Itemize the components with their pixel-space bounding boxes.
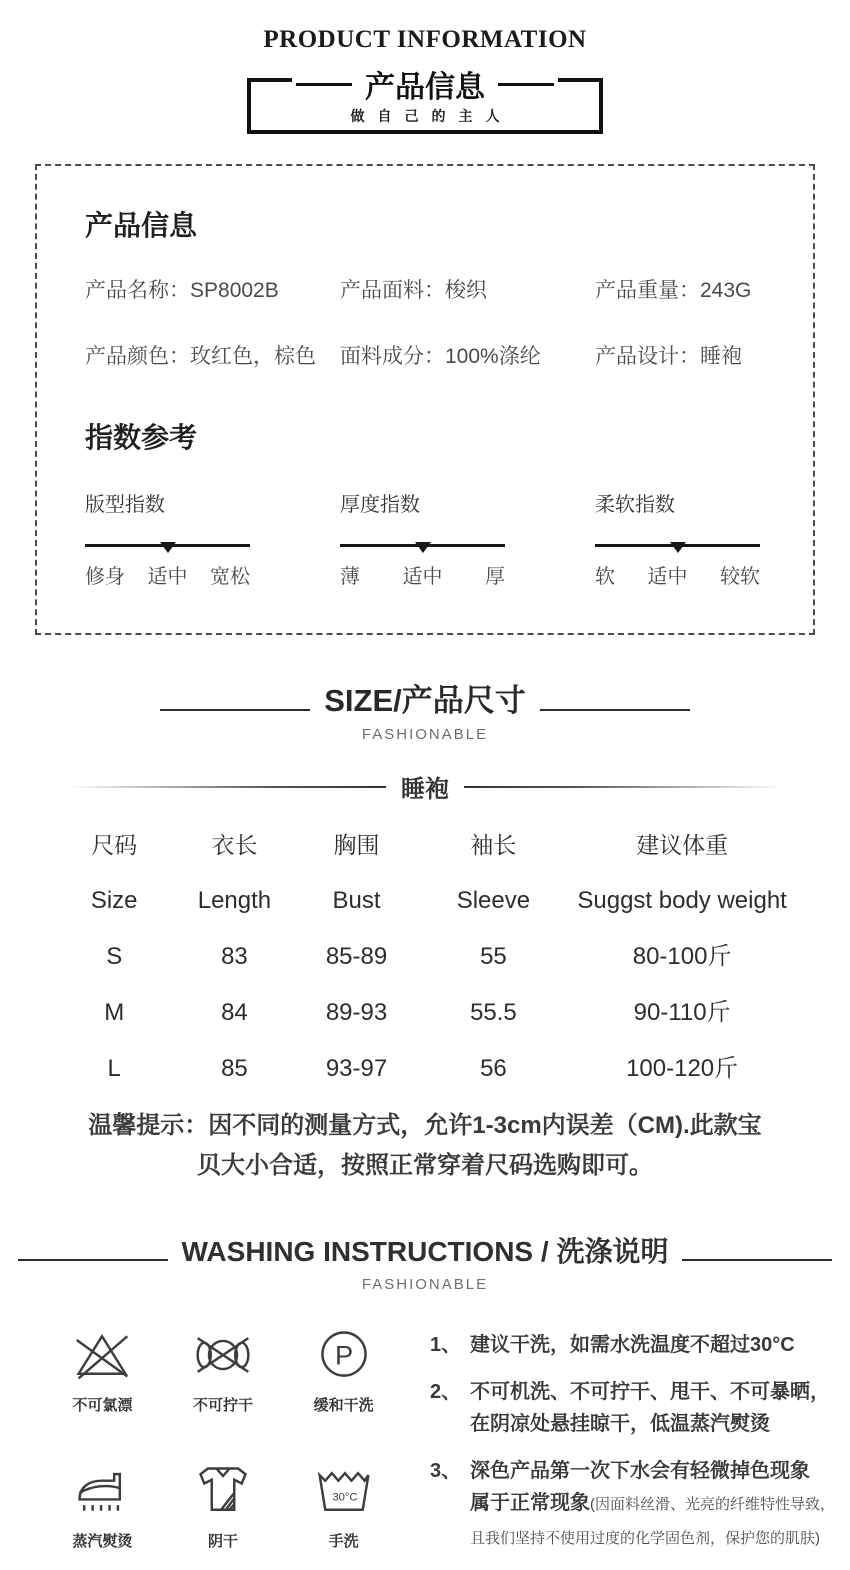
field-value: 100%涤纶	[445, 345, 541, 368]
slider-option: 厚	[485, 560, 505, 589]
slider-option: 适中	[148, 560, 188, 589]
washing-notes	[404, 1325, 842, 1570]
title-right-line	[682, 1259, 832, 1261]
product-info-panel	[35, 164, 815, 635]
slider-title: 版型指数	[85, 488, 250, 517]
title-left-line	[18, 1259, 168, 1261]
care-item-no-wring	[163, 1325, 284, 1435]
field-label: 产品设计：	[595, 345, 700, 368]
divider-left-line	[68, 786, 386, 788]
field-fabric	[340, 274, 595, 304]
note-line: 在阴凉处悬挂晾干，低温蒸汽熨烫	[470, 1413, 770, 1435]
brand-slogan: 做自己的主人	[251, 106, 599, 126]
table-header-en	[55, 886, 795, 916]
note-number: 3、	[430, 1455, 470, 1555]
header-cell: Length	[173, 886, 295, 916]
title-left-line	[160, 709, 310, 711]
cell: 89-93	[295, 998, 417, 1028]
field-color	[85, 340, 340, 370]
field-label: 产品面料：	[340, 279, 445, 302]
field-design	[595, 340, 765, 370]
title-right-line	[498, 83, 554, 86]
field-label: 产品重量：	[595, 279, 700, 302]
slider-option: 宽松	[210, 560, 250, 589]
divider-right-line	[464, 786, 782, 788]
note-text	[470, 1376, 830, 1440]
care-item-gentle-dry-clean	[283, 1325, 404, 1435]
size-section-title-row	[0, 675, 850, 720]
index-sliders	[85, 488, 765, 589]
field-label: 产品名称：	[85, 279, 190, 302]
page-title-en: PRODUCT INFORMATION	[0, 0, 850, 54]
header-cell: 衣长	[173, 830, 295, 860]
size-note-line1: 温馨提示：因不同的测量方式，允许1-3cm内误差（CM).此款宝	[0, 1106, 850, 1146]
slider-option: 适中	[403, 560, 443, 589]
cell: 85	[173, 1054, 295, 1084]
slider-softness-index	[595, 488, 760, 589]
size-table	[55, 830, 795, 1084]
header-cell: 尺码	[55, 830, 173, 860]
index-reference-heading: 指数参考	[85, 416, 765, 456]
slider-options	[340, 560, 505, 589]
shade-dry-icon	[186, 1461, 260, 1521]
field-value: 梭织	[445, 279, 487, 302]
dry-clean-letter: P	[335, 1339, 353, 1370]
care-label: 手洗	[329, 1530, 359, 1551]
field-product-name	[85, 274, 340, 304]
product-info-heading: 产品信息	[85, 204, 765, 244]
slider-fit-index	[85, 488, 250, 589]
washing-note-1	[430, 1329, 842, 1361]
care-item-no-bleach	[42, 1325, 163, 1435]
slider-title: 厚度指数	[340, 488, 505, 517]
slider-options	[595, 560, 760, 589]
note-line-bold: 属于正常现象	[470, 1492, 590, 1514]
size-note	[0, 1106, 850, 1186]
slider-options	[85, 560, 250, 589]
care-item-shade-dry	[163, 1461, 284, 1570]
field-value: 睡袍	[700, 345, 742, 368]
field-label: 面料成分：	[340, 345, 445, 368]
slider-marker-icon	[160, 542, 176, 553]
header-cell: 胸围	[295, 830, 417, 860]
brand-title-text: 产品信息	[365, 62, 485, 106]
brand-box	[247, 78, 603, 134]
cell: S	[55, 942, 173, 972]
hand-wash-icon	[307, 1461, 381, 1521]
size-section-subtitle: FASHIONABLE	[0, 726, 850, 743]
note-line: 不可机洗、不可拧干、甩干、不可暴晒，	[470, 1381, 830, 1403]
slider-option: 较软	[720, 560, 760, 589]
steam-iron-icon	[65, 1461, 139, 1521]
field-value: 243G	[700, 279, 751, 302]
slider-track	[85, 544, 250, 547]
slider-marker-icon	[415, 542, 431, 553]
cell: 84	[173, 998, 295, 1028]
table-row-size-m	[55, 998, 795, 1028]
no-wring-icon	[186, 1325, 260, 1385]
field-weight	[595, 274, 765, 304]
cell: 55.5	[418, 998, 570, 1028]
care-label: 缓和干洗	[314, 1394, 374, 1415]
note-line-small: 且我们坚持不使用过度的化学固色剂，保护您的肌肤)	[470, 1530, 820, 1547]
slider-track	[340, 544, 505, 547]
care-icon-grid	[42, 1325, 404, 1570]
note-number: 2、	[430, 1376, 470, 1440]
cell: 90-110斤	[569, 998, 795, 1028]
cell: 80-100斤	[569, 942, 795, 972]
slider-option: 薄	[340, 560, 360, 589]
product-fields	[85, 274, 765, 370]
care-label: 不可氯漂	[72, 1394, 132, 1415]
cell: 100-120斤	[569, 1054, 795, 1084]
cell: L	[55, 1054, 173, 1084]
wash-temperature: 30°C	[332, 1491, 357, 1503]
slider-option: 修身	[85, 560, 125, 589]
field-composition	[340, 340, 595, 370]
care-label: 阴干	[208, 1530, 238, 1551]
washing-body	[42, 1325, 842, 1570]
care-item-hand-wash	[283, 1461, 404, 1570]
no-bleach-icon	[65, 1325, 139, 1385]
header-cell: Size	[55, 886, 173, 916]
washing-note-3	[430, 1455, 842, 1555]
note-line: 深色产品第一次下水会有轻微掉色现象	[470, 1460, 810, 1482]
washing-section-title: WASHING INSTRUCTIONS / 洗涤说明	[182, 1230, 669, 1270]
cell: 56	[418, 1054, 570, 1084]
cell: M	[55, 998, 173, 1028]
slider-track	[595, 544, 760, 547]
title-left-line	[296, 83, 352, 86]
category-divider	[68, 769, 782, 804]
header-cell: Sleeve	[418, 886, 570, 916]
brand-title	[292, 62, 558, 106]
gentle-dry-clean-icon	[307, 1325, 381, 1385]
slider-marker-icon	[670, 542, 686, 553]
note-text	[470, 1455, 835, 1555]
washing-note-2	[430, 1376, 842, 1440]
table-header-cn	[55, 830, 795, 860]
care-item-steam-iron	[42, 1461, 163, 1570]
field-value: 玫红色，棕色	[190, 345, 316, 368]
header-cell: 袖长	[418, 830, 570, 860]
care-label: 不可拧干	[193, 1394, 253, 1415]
slider-option: 软	[595, 560, 615, 589]
slider-thickness-index	[340, 488, 505, 589]
category-name: 睡袍	[401, 769, 449, 804]
note-text: 建议干洗，如需水洗温度不超过30°C	[470, 1329, 795, 1361]
cell: 85-89	[295, 942, 417, 972]
field-label: 产品颜色：	[85, 345, 190, 368]
table-row-size-s	[55, 942, 795, 972]
slider-title: 柔软指数	[595, 488, 760, 517]
header-cell: 建议体重	[569, 830, 795, 860]
size-note-line2: 贝大小合适，按照正常穿着尺码选购即可。	[0, 1146, 850, 1186]
header-cell: Bust	[295, 886, 417, 916]
size-section-title: SIZE/产品尺寸	[324, 675, 526, 720]
washing-section-title-row	[0, 1230, 850, 1270]
title-right-line	[540, 709, 690, 711]
field-value: SP8002B	[190, 279, 279, 302]
table-row-size-l	[55, 1054, 795, 1084]
header-cell: Suggst body weight	[569, 886, 795, 916]
washing-section-subtitle: FASHIONABLE	[0, 1276, 850, 1293]
cell: 55	[418, 942, 570, 972]
cell: 93-97	[295, 1054, 417, 1084]
slider-option: 适中	[648, 560, 688, 589]
care-label: 蒸汽熨烫	[72, 1530, 132, 1551]
cell: 83	[173, 942, 295, 972]
note-line-small: (因面料丝滑、光亮的纤维特性导致，	[590, 1496, 835, 1513]
note-number: 1、	[430, 1329, 470, 1361]
